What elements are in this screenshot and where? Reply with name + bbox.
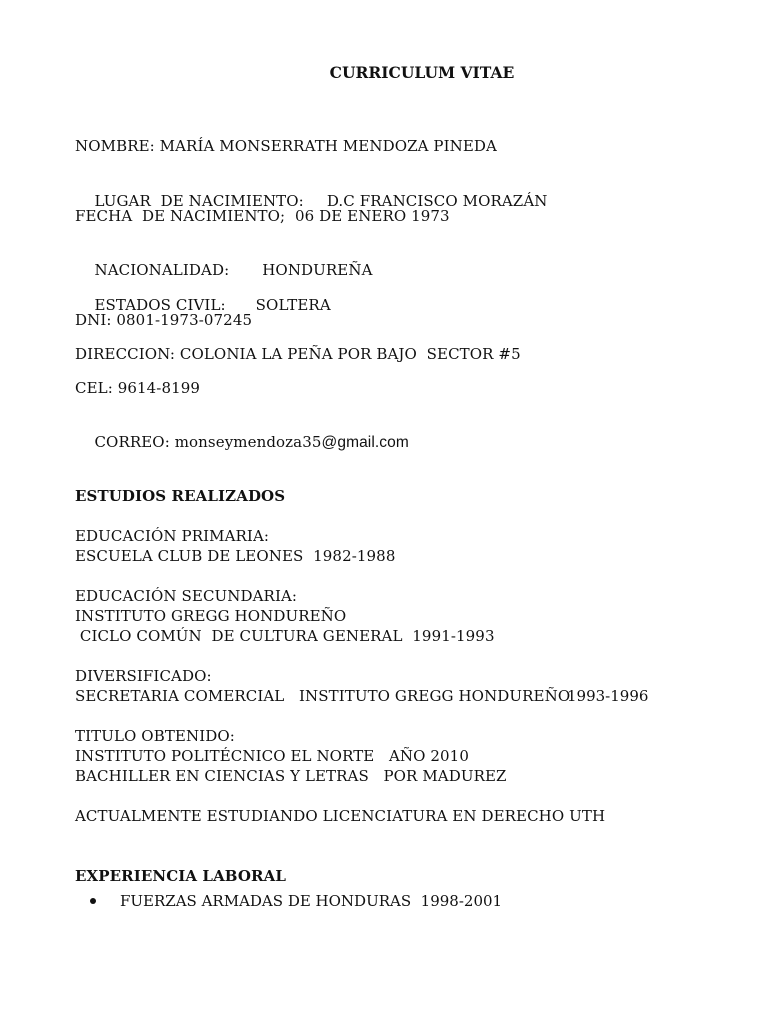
cel-line: CEL: 9614-8199 bbox=[75, 379, 201, 397]
titulo-label: TITULO OBTENIDO: bbox=[75, 727, 235, 745]
secundaria-label: EDUCACIÓN SECUNDARIA: bbox=[75, 587, 298, 605]
document-title: CURRICULUM VITAE bbox=[329, 63, 515, 82]
diversificado-years: 1993-1996 bbox=[567, 687, 649, 705]
titulo-value-2: BACHILLER EN CIENCIAS Y LETRAS POR MADUREZ bbox=[75, 767, 507, 785]
correo-label: CORREO: monseymendoza35 bbox=[94, 433, 322, 451]
dni-line: DNI: 0801-1973-07245 bbox=[75, 311, 253, 329]
lugar-label: LUGAR DE NACIMIENTO: bbox=[94, 192, 304, 210]
estado-label: ESTADOS CIVIL: bbox=[94, 296, 226, 314]
primaria-label: EDUCACIÓN PRIMARIA: bbox=[75, 527, 270, 545]
nacionalidad-label: NACIONALIDAD: bbox=[94, 261, 230, 279]
correo-line bbox=[75, 412, 409, 473]
experiencia-heading: EXPERIENCIA LABORAL bbox=[75, 867, 286, 885]
secundaria-value-1: INSTITUTO GREGG HONDUREÑO bbox=[75, 607, 347, 625]
fecha-nacimiento-line: FECHA DE NACIMIENTO; 06 DE ENERO 1973 bbox=[75, 207, 450, 225]
estudios-heading: ESTUDIOS REALIZADOS bbox=[75, 487, 286, 505]
diversificado-value: SECRETARIA COMERCIAL INSTITUTO GREGG HONDUREÑO bbox=[75, 687, 571, 705]
experiencia-list-item bbox=[90, 891, 503, 971]
bullet-icon bbox=[90, 898, 96, 904]
experiencia-item-text: FUERZAS ARMADAS DE HONDURAS 1998-2001 bbox=[120, 892, 503, 910]
nacionalidad-value: HONDUREÑA bbox=[262, 261, 373, 279]
estado-value: SOLTERA bbox=[255, 296, 331, 314]
titulo-value-1: INSTITUTO POLITÉCNICO EL NORTE AÑO 2010 bbox=[75, 747, 469, 765]
primaria-value: ESCUELA CLUB DE LEONES 1982-1988 bbox=[75, 547, 396, 565]
secundaria-value-2: CICLO COMÚN DE CULTURA GENERAL 1991-1993 bbox=[75, 627, 495, 645]
direccion-line: DIRECCION: COLONIA LA PEÑA POR BAJO SECTOR #5 bbox=[75, 345, 521, 363]
correo-domain: @gmail.com bbox=[321, 434, 409, 451]
nombre-line: NOMBRE: MARÍA MONSERRATH MENDOZA PINEDA bbox=[75, 137, 497, 155]
lugar-value: D.C FRANCISCO MORAZÁN bbox=[326, 192, 548, 210]
estudio-actual-line: ACTUALMENTE ESTUDIANDO LICENCIATURA EN DERECHO UTH bbox=[75, 807, 606, 825]
diversificado-label: DIVERSIFICADO: bbox=[75, 667, 212, 685]
